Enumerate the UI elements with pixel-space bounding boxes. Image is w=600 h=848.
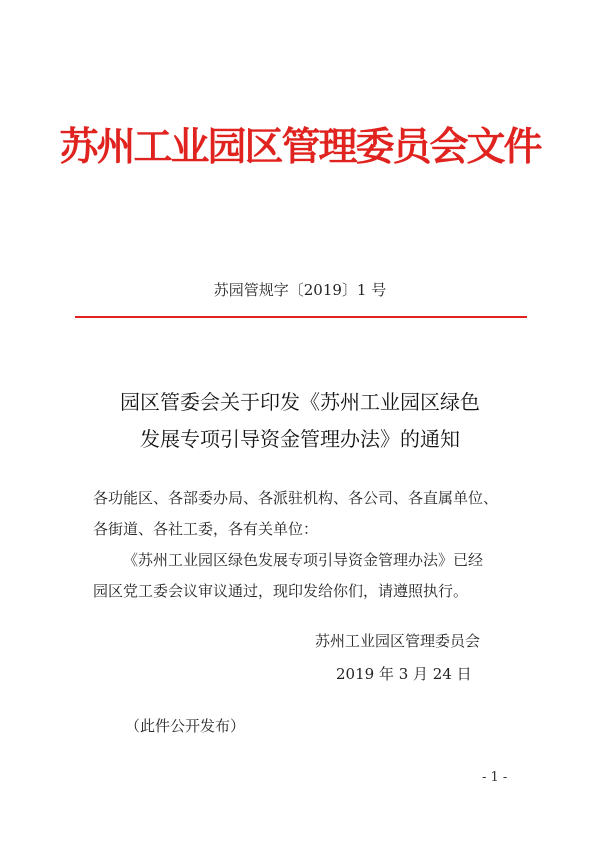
recipients-line-2: 各街道、各社工委，各有关单位： xyxy=(93,520,319,538)
document-issuer-header: 苏州工业园区管理委员会文件 xyxy=(59,125,541,170)
page-number: - 1 - xyxy=(482,770,508,785)
public-release-note: （此件公开发布） xyxy=(125,717,246,735)
body-text-line-2: 园区党工委会议审议通过，现印发给你们，请遵照执行。 xyxy=(93,582,469,600)
red-divider-line xyxy=(75,316,527,318)
body-text-line-1: 《苏州工业园区绿色发展专项引导资金管理办法》已经 xyxy=(123,551,484,569)
signature-date: 2019 年 3 月 24 日 xyxy=(336,665,472,683)
signature-organization: 苏州工业园区管理委员会 xyxy=(315,632,481,650)
recipients-line-1: 各功能区、各部委办局、各派驻机构、各公司、各直属单位、 xyxy=(93,489,499,507)
document-number: 苏园管规字〔2019〕1 号 xyxy=(213,281,387,299)
document-title-line-2: 发展专项引导资金管理办法》的通知 xyxy=(140,427,460,451)
document-title-line-1: 园区管委会关于印发《苏州工业园区绿色 xyxy=(120,390,480,414)
